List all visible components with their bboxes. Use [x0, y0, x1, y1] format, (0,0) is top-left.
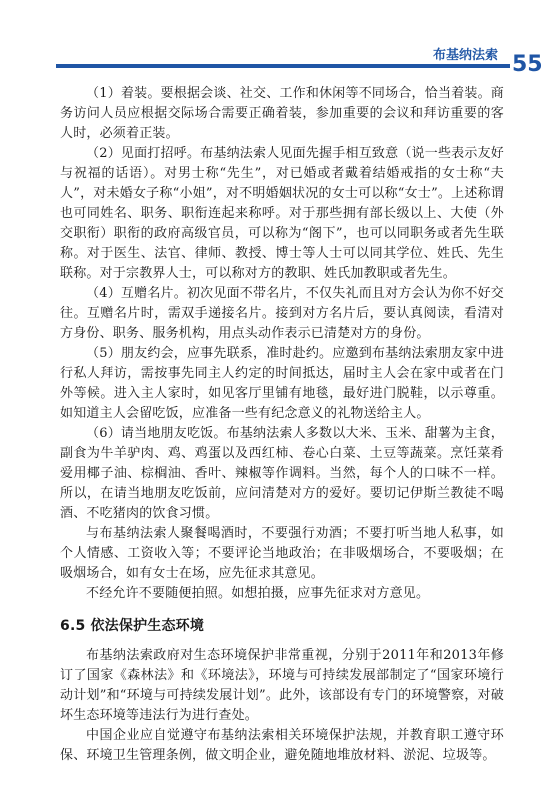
paragraph-greeting: （2）见面打招呼。布基纳法索人见面先握手相互致意（说一些表示友好与祝福的话语）。对男士称“先生”，对已婚或者戴着结婚戒指的女士称“夫人”，对未婚女子称“小姐”，对不明婚姻状况的女士可以称“女士”。上述称谓也可同姓名、职务、职衔连起来称呼。对于那些拥有部长级以上、大使（外交职衔）职衔的政府高级官员，可以称为“阁下”，也可以同职务或者先生联称。对于医生、法官、律师、教授、博士等人士可以同其学位、姓氏、先生联称。对于宗教界人士，可以称对方的教职、姓氏加教职或者先生。 [60, 146, 504, 281]
paragraph-attire: （1）着装。要根据会谈、社交、工作和休闲等不同场合，恰当着装。商务访问人员应根据交际场合需要正确着装，参加重要的会议和拜访重要的客人时，必须着正装。 [60, 86, 504, 141]
header-rule [56, 64, 510, 68]
page-number: 55 [512, 52, 543, 77]
header-title: 布基纳法索 [432, 48, 498, 63]
page-body [60, 84, 504, 766]
running-header [56, 44, 510, 70]
paragraph-drinking-etiquette: 与布基纳法索人聚餐喝酒时，不要强行劝酒；不要打听当地人私事，如个人情感、工资收入等；不要评论当地政治；在非吸烟场合，不要吸烟；在吸烟场合，如有女士在场，应先征求其意见。 [60, 526, 504, 581]
paragraph-company-compliance: 中国企业应自觉遵守布基纳法索相关环境保护法规，并教育职工遵守环保、环境卫生管理条例，做文明企业，避免随地堆放材料、淤泥、垃圾等。 [60, 728, 504, 763]
paragraph-photography: 不经允许不要随便拍照。如想拍摄，应事先征求对方意见。 [86, 586, 430, 601]
paragraph-appointments: （5）朋友约会，应事先联系，准时赴约。应邀到布基纳法索朋友家中进行私人拜访，需按事先同主人约定的时间抵达，届时主人会在家中或者在门外等候。进入主人家时，如见客厅里铺有地毯，最好进门脱鞋，以示尊重。如知道主人会留吃饭，应准备一些有纪念意义的礼物送给主人。 [60, 346, 504, 421]
paragraph-business-cards: （4）互赠名片。初次见面不带名片，不仅失礼而且对方会认为你不好交往。互赠名片时，需双手递接名片。接到对方名片后，要认真阅读，看清对方身份、职务、服务机构，用点头动作表示已清楚对方的身份。 [60, 286, 504, 341]
paragraph-environment-law: 布基纳法索政府对生态环境保护非常重视，分别于2011年和2013年修订了国家《森林法》和《环境法》，环境与可持续发展部制定了“国家环境行动计划”和“环境与可持续发展计划”。此外，该部设有专门的环境警察，对破坏生态环境等违法行为进行查处。 [60, 648, 504, 723]
paragraph-dining: （6）请当地朋友吃饭。布基纳法索人多数以大米、玉米、甜薯为主食，副食为牛羊驴肉、鸡、鸡蛋以及西红柿、卷心白菜、土豆等蔬菜。烹饪菜肴爱用椰子油、棕榈油、香叶、辣椒等作调料。当然，每个人的口味不一样。所以，在请当地朋友吃饭前，应问清楚对方的爱好。要切记伊斯兰教徒不喝酒、不吃猪肉的饮食习惯。 [60, 426, 504, 521]
section-title: 6.5 依法保护生态环境 [60, 618, 205, 634]
